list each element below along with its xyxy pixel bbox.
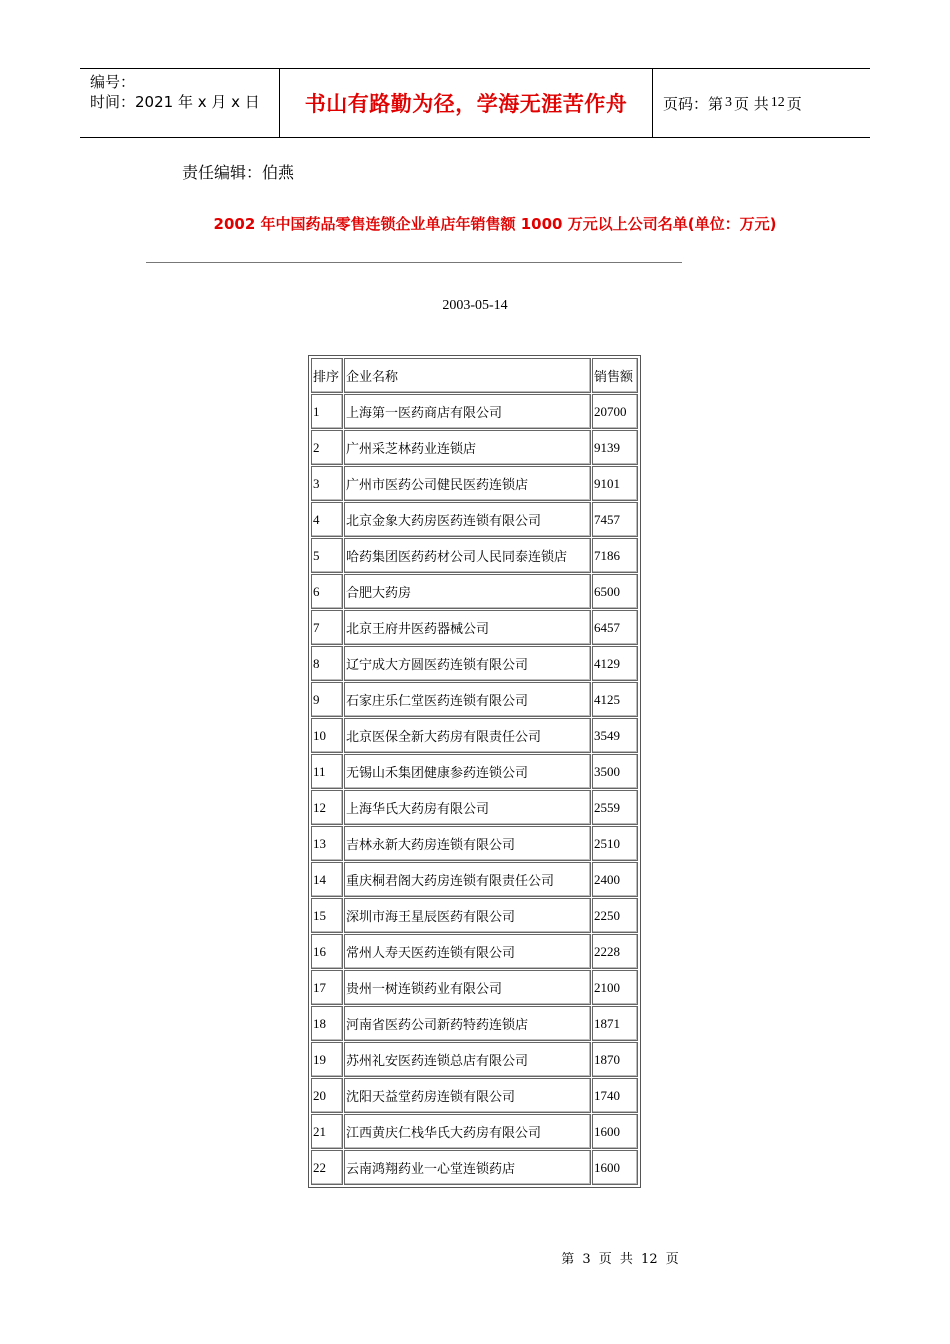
row-rank: 17 bbox=[311, 970, 343, 1005]
header-meta bbox=[80, 69, 280, 137]
row-rank: 7 bbox=[311, 610, 343, 645]
row-company: 江西黄庆仁栈华氏大药房有限公司 bbox=[344, 1114, 591, 1149]
horizontal-rule bbox=[146, 262, 682, 263]
table-row bbox=[311, 430, 638, 465]
row-rank: 6 bbox=[311, 574, 343, 609]
row-company: 石家庄乐仁堂医药连锁有限公司 bbox=[344, 682, 591, 717]
row-company: 常州人寿天医药连锁有限公司 bbox=[344, 934, 591, 969]
row-sales: 1600 bbox=[592, 1150, 638, 1185]
header-page-info bbox=[653, 69, 870, 137]
row-sales: 7186 bbox=[592, 538, 638, 573]
row-sales: 2228 bbox=[592, 934, 638, 969]
row-sales: 20700 bbox=[592, 394, 638, 429]
row-sales: 4129 bbox=[592, 646, 638, 681]
table-row bbox=[311, 1006, 638, 1041]
sales-table bbox=[310, 357, 639, 1186]
row-rank: 13 bbox=[311, 826, 343, 861]
row-rank: 18 bbox=[311, 1006, 343, 1041]
row-sales: 6500 bbox=[592, 574, 638, 609]
table-row bbox=[311, 466, 638, 501]
row-rank: 4 bbox=[311, 502, 343, 537]
table-row bbox=[311, 682, 638, 717]
row-company: 北京王府井医药器械公司 bbox=[344, 610, 591, 645]
row-company: 贵州一树连锁药业有限公司 bbox=[344, 970, 591, 1005]
table-row bbox=[311, 1042, 638, 1077]
header-sales: 销售额 bbox=[592, 358, 638, 393]
row-company: 哈药集团医药药材公司人民同泰连锁店 bbox=[344, 538, 591, 573]
row-company: 重庆桐君阁大药房连锁有限责任公司 bbox=[344, 862, 591, 897]
row-company: 吉林永新大药房连锁有限公司 bbox=[344, 826, 591, 861]
table-row bbox=[311, 898, 638, 933]
row-company: 辽宁成大方圆医药连锁有限公司 bbox=[344, 646, 591, 681]
row-rank: 9 bbox=[311, 682, 343, 717]
row-sales: 1871 bbox=[592, 1006, 638, 1041]
table-row bbox=[311, 718, 638, 753]
header-motto: 书山有路勤为径，学海无涯苦作舟 bbox=[280, 69, 653, 137]
row-company: 广州市医药公司健民医药连锁店 bbox=[344, 466, 591, 501]
row-sales: 1740 bbox=[592, 1078, 638, 1113]
row-sales: 3549 bbox=[592, 718, 638, 753]
table-row bbox=[311, 934, 638, 969]
row-sales: 1870 bbox=[592, 1042, 638, 1077]
row-sales: 1600 bbox=[592, 1114, 638, 1149]
table-row bbox=[311, 1114, 638, 1149]
table-row bbox=[311, 970, 638, 1005]
header-rank: 排序 bbox=[311, 358, 343, 393]
row-company: 合肥大药房 bbox=[344, 574, 591, 609]
row-rank: 12 bbox=[311, 790, 343, 825]
row-rank: 10 bbox=[311, 718, 343, 753]
row-company: 上海华氏大药房有限公司 bbox=[344, 790, 591, 825]
row-sales: 7457 bbox=[592, 502, 638, 537]
row-sales: 2510 bbox=[592, 826, 638, 861]
table-row bbox=[311, 394, 638, 429]
row-sales: 2559 bbox=[592, 790, 638, 825]
page-suffix: 页 bbox=[786, 94, 802, 113]
row-rank: 3 bbox=[311, 466, 343, 501]
document-title: 2002 年中国药品零售连锁企业单店年销售额 1000 万元以上公司名单(单位：万元) bbox=[213, 215, 777, 233]
page-footer: 第 3 页 共 12 页 bbox=[561, 1252, 679, 1267]
row-sales: 4125 bbox=[592, 682, 638, 717]
row-rank: 19 bbox=[311, 1042, 343, 1077]
page-total: 12 bbox=[770, 95, 785, 110]
table-row bbox=[311, 862, 638, 897]
table-row bbox=[311, 610, 638, 645]
table-row bbox=[311, 646, 638, 681]
page-prefix: 页码：第 bbox=[663, 94, 724, 113]
row-sales: 2250 bbox=[592, 898, 638, 933]
row-rank: 1 bbox=[311, 394, 343, 429]
editor-line: 责任编辑：伯燕 bbox=[182, 163, 295, 182]
time-label: 时间：2021 年 x 月 x 日 bbox=[90, 93, 260, 111]
page-header bbox=[80, 68, 870, 138]
row-company: 上海第一医药商店有限公司 bbox=[344, 394, 591, 429]
page-mid: 页 共 bbox=[734, 94, 769, 113]
row-company: 广州采芝林药业连锁店 bbox=[344, 430, 591, 465]
row-rank: 8 bbox=[311, 646, 343, 681]
table-row bbox=[311, 1150, 638, 1185]
table-row bbox=[311, 502, 638, 537]
table-row bbox=[311, 790, 638, 825]
row-sales: 3500 bbox=[592, 754, 638, 789]
sales-table-container bbox=[308, 355, 641, 1188]
row-rank: 2 bbox=[311, 430, 343, 465]
row-sales: 9101 bbox=[592, 466, 638, 501]
row-rank: 16 bbox=[311, 934, 343, 969]
page-current: 3 bbox=[725, 95, 733, 110]
table-row bbox=[311, 826, 638, 861]
table-header-row bbox=[311, 358, 638, 393]
row-sales: 6457 bbox=[592, 610, 638, 645]
table-row bbox=[311, 538, 638, 573]
row-company: 云南鸿翔药业一心堂连锁药店 bbox=[344, 1150, 591, 1185]
row-rank: 15 bbox=[311, 898, 343, 933]
table-row bbox=[311, 1078, 638, 1113]
row-rank: 21 bbox=[311, 1114, 343, 1149]
publish-date: 2003-05-14 bbox=[442, 298, 508, 313]
row-company: 沈阳天益堂药房连锁有限公司 bbox=[344, 1078, 591, 1113]
row-rank: 5 bbox=[311, 538, 343, 573]
row-company: 北京金象大药房医药连锁有限公司 bbox=[344, 502, 591, 537]
row-sales: 9139 bbox=[592, 430, 638, 465]
row-company: 无锡山禾集团健康参药连锁公司 bbox=[344, 754, 591, 789]
row-company: 河南省医药公司新药特药连锁店 bbox=[344, 1006, 591, 1041]
table-row bbox=[311, 574, 638, 609]
row-sales: 2400 bbox=[592, 862, 638, 897]
header-company: 企业名称 bbox=[344, 358, 591, 393]
row-sales: 2100 bbox=[592, 970, 638, 1005]
row-rank: 14 bbox=[311, 862, 343, 897]
table-body bbox=[311, 394, 638, 1185]
row-company: 深圳市海王星辰医药有限公司 bbox=[344, 898, 591, 933]
row-rank: 22 bbox=[311, 1150, 343, 1185]
row-rank: 20 bbox=[311, 1078, 343, 1113]
row-company: 苏州礼安医药连锁总店有限公司 bbox=[344, 1042, 591, 1077]
number-label: 编号： bbox=[90, 73, 136, 91]
row-rank: 11 bbox=[311, 754, 343, 789]
table-row bbox=[311, 754, 638, 789]
row-company: 北京医保全新大药房有限责任公司 bbox=[344, 718, 591, 753]
